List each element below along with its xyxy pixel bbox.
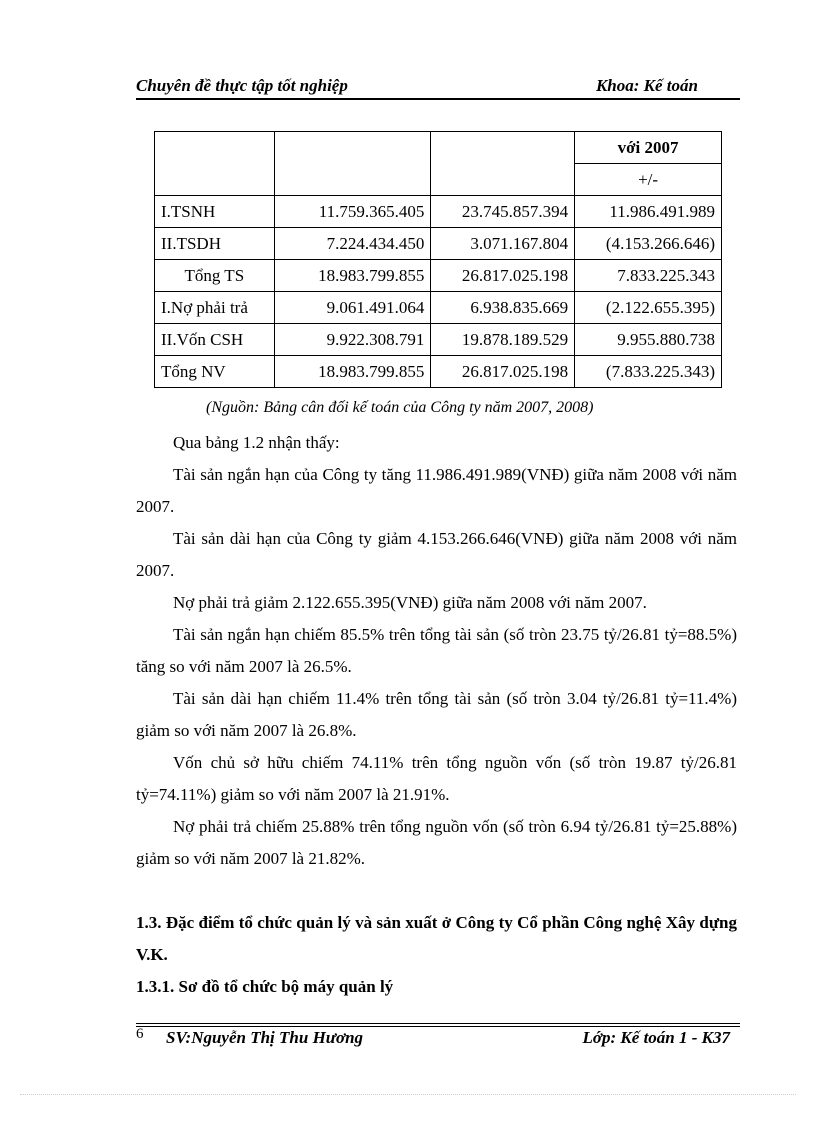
row-value-2008: 6.938.835.669 — [431, 292, 575, 324]
table-row — [155, 356, 722, 388]
row-value-2007: 18.983.799.855 — [274, 356, 431, 388]
header-title: Chuyên đề thực tập tốt nghiệp — [136, 76, 348, 95]
row-diff: (4.153.266.646) — [575, 228, 722, 260]
table-row — [155, 196, 722, 228]
row-value-2007: 9.061.491.064 — [274, 292, 431, 324]
row-value-2007: 18.983.799.855 — [274, 260, 431, 292]
row-label: II.Vốn CSH — [155, 324, 275, 356]
student-name: SV:Nguyễn Thị Thu Hương — [166, 1028, 364, 1047]
table-row — [155, 260, 722, 292]
row-diff: (2.122.655.395) — [575, 292, 722, 324]
row-value-2008: 26.817.025.198 — [431, 356, 575, 388]
row-value-2007: 11.759.365.405 — [274, 196, 431, 228]
row-value-2008: 3.071.167.804 — [431, 228, 575, 260]
page-bottom-dotted-line — [20, 1094, 796, 1095]
header-department: Khoa: Kế toán — [595, 76, 698, 95]
table-header-cell — [431, 132, 575, 196]
row-diff: 9.955.880.738 — [575, 324, 722, 356]
class-name: Lớp: Kế toán 1 - K37 — [582, 1028, 730, 1047]
page-number: 6 — [136, 1026, 144, 1042]
row-value-2008: 23.745.857.394 — [431, 196, 575, 228]
footer-divider — [136, 1026, 740, 1027]
row-value-2007: 9.922.308.791 — [274, 324, 431, 356]
body-paragraph: Tài sản ngắn hạn chiếm 85.5% trên tổng tài sản (số tròn 23.75 tỷ/26.81 tỷ=88.5%) tăng so với năm 2007 là 26.5%. — [136, 625, 737, 676]
page-header — [136, 76, 740, 100]
section-heading: 1.3. Đặc điểm tổ chức quản lý và sản xuất ở Công ty Cổ phần Công nghệ Xây dựng V.K. — [136, 913, 737, 964]
body-paragraph: Tài sản dài hạn chiếm 11.4% trên tổng tài sản (số tròn 3.04 tỷ/26.81 tỷ=11.4%) giảm so với năm 2007 là 26.8%. — [136, 689, 737, 740]
table-row — [155, 292, 722, 324]
intro-paragraph: Qua bảng 1.2 nhận thấy: — [173, 433, 340, 452]
row-label: Tổng NV — [155, 356, 275, 388]
row-label: I.Nợ phải trả — [155, 292, 275, 324]
row-diff: 7.833.225.343 — [575, 260, 722, 292]
balance-table — [154, 131, 722, 388]
row-label: II.TSDH — [155, 228, 275, 260]
table-row — [155, 324, 722, 356]
table-header-diff: với 2007 — [575, 132, 722, 164]
body-paragraph: Nợ phải trả chiếm 25.88% trên tổng nguồn vốn (số tròn 6.94 tỷ/26.81 tỷ=25.88%) giảm so với năm 2007 là 21.82%. — [136, 817, 737, 868]
table-header-cell — [274, 132, 431, 196]
row-diff: 11.986.491.989 — [575, 196, 722, 228]
body-paragraph: Nợ phải trả giảm 2.122.655.395(VNĐ) giữa năm 2008 với năm 2007. — [173, 593, 647, 612]
row-diff: (7.833.225.343) — [575, 356, 722, 388]
row-value-2008: 19.878.189.529 — [431, 324, 575, 356]
row-label: Tổng TS — [155, 260, 275, 292]
page-footer — [136, 1028, 740, 1050]
row-value-2008: 26.817.025.198 — [431, 260, 575, 292]
table-row — [155, 228, 722, 260]
footer-divider — [136, 1023, 740, 1024]
row-label: I.TSNH — [155, 196, 275, 228]
subsection-heading: 1.3.1. Sơ đồ tổ chức bộ máy quản lý — [136, 977, 394, 996]
table-source-note: (Nguồn: Bảng cân đối kế toán của Công ty năm 2007, 2008) — [206, 399, 594, 416]
body-paragraph: Tài sản dài hạn của Công ty giảm 4.153.266.646(VNĐ) giữa năm 2008 với năm 2007. — [136, 529, 737, 580]
body-paragraph: Tài sản ngắn hạn của Công ty tăng 11.986.491.989(VNĐ) giữa năm 2008 với năm 2007. — [136, 465, 737, 516]
table-header-row — [155, 132, 722, 164]
body-paragraph: Vốn chủ sở hữu chiếm 74.11% trên tổng nguồn vốn (số tròn 19.87 tỷ/26.81 tỷ=74.11%) giảm so với năm 2007 là 21.91%. — [136, 753, 737, 804]
row-value-2007: 7.224.434.450 — [274, 228, 431, 260]
table-header-sign: +/- — [575, 164, 722, 196]
table-header-cell — [155, 132, 275, 196]
